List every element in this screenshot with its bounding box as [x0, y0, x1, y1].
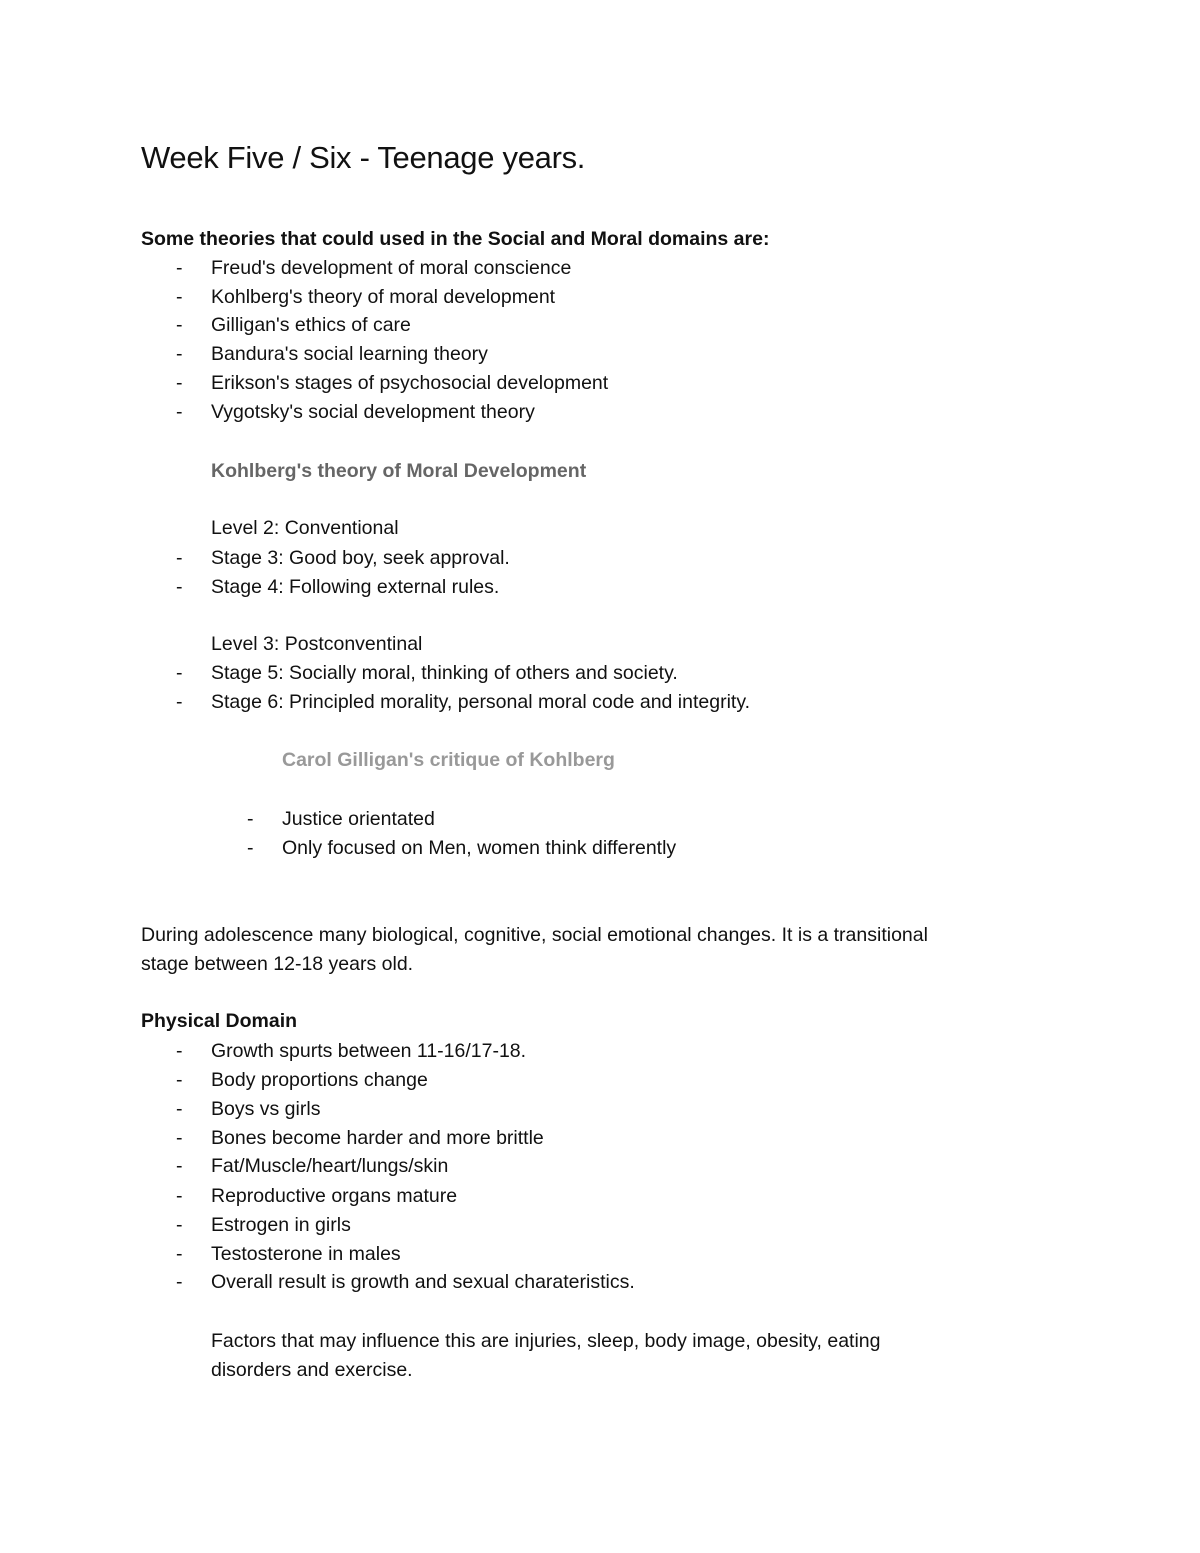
- bullet-dash: -: [247, 837, 254, 859]
- bullet-dash: -: [176, 1127, 183, 1149]
- list-item-text: Stage 6: Principled morality, personal moral code and integrity.: [211, 691, 751, 713]
- list-item-text: Estrogen in girls: [211, 1214, 351, 1236]
- list-item-text: Kohlberg's theory of moral development: [211, 286, 556, 308]
- list-item-text: Stage 5: Socially moral, thinking of others and society.: [211, 662, 678, 684]
- adolescence-paragraph-line-2: stage between 12-18 years old.: [141, 953, 414, 975]
- bullet-dash: -: [176, 372, 183, 394]
- page-title: Week Five / Six - Teenage years.: [141, 140, 586, 175]
- bullet-dash: -: [176, 662, 183, 684]
- gilligan-heading: Carol Gilligan's critique of Kohlberg: [282, 749, 615, 771]
- bullet-dash: -: [176, 1098, 183, 1120]
- theories-heading: Some theories that could used in the Social and Moral domains are:: [141, 228, 770, 250]
- list-item-text: Overall result is growth and sexual charateristics.: [211, 1271, 635, 1293]
- bullet-dash: -: [176, 1069, 183, 1091]
- bullet-dash: -: [176, 1040, 183, 1062]
- list-item-text: Erikson's stages of psychosocial development: [211, 372, 609, 394]
- bullet-dash: -: [176, 691, 183, 713]
- physical-domain-heading: Physical Domain: [141, 1010, 298, 1032]
- bullet-dash: -: [176, 576, 183, 598]
- kohlberg-heading: Kohlberg's theory of Moral Development: [211, 460, 587, 482]
- list-item-text: Only focused on Men, women think differently: [282, 837, 677, 859]
- list-item-text: Stage 3: Good boy, seek approval.: [211, 547, 510, 569]
- list-item-text: Justice orientated: [282, 808, 435, 830]
- bullet-dash: -: [176, 401, 183, 423]
- bullet-dash: -: [176, 547, 183, 569]
- list-item-text: Stage 4: Following external rules.: [211, 576, 500, 598]
- bullet-dash: -: [176, 257, 183, 279]
- list-item-text: Vygotsky's social development theory: [211, 401, 535, 423]
- list-item-text: Gilligan's ethics of care: [211, 314, 411, 336]
- factors-paragraph-line-2: disorders and exercise.: [211, 1359, 413, 1381]
- list-item-text: Bandura's social learning theory: [211, 343, 488, 365]
- bullet-dash: -: [176, 1214, 183, 1236]
- list-item-text: Body proportions change: [211, 1069, 428, 1091]
- list-item-text: Freud's development of moral conscience: [211, 257, 572, 279]
- bullet-dash: -: [176, 1185, 183, 1207]
- bullet-dash: -: [176, 1271, 183, 1293]
- list-item-text: Boys vs girls: [211, 1098, 321, 1120]
- adolescence-paragraph-line-1: During adolescence many biological, cognitive, social emotional changes. It is a transitional: [141, 924, 928, 946]
- list-item-text: Testosterone in males: [211, 1243, 401, 1265]
- level-2-label: Level 2: Conventional: [211, 517, 399, 539]
- list-item-text: Reproductive organs mature: [211, 1185, 458, 1207]
- list-item-text: Bones become harder and more brittle: [211, 1127, 544, 1149]
- bullet-dash: -: [176, 1243, 183, 1265]
- list-item-text: Growth spurts between 11-16/17-18.: [211, 1040, 527, 1062]
- list-item-text: Fat/Muscle/heart/lungs/skin: [211, 1155, 449, 1177]
- level-3-label: Level 3: Postconventinal: [211, 633, 423, 655]
- bullet-dash: -: [176, 1155, 183, 1177]
- bullet-dash: -: [176, 286, 183, 308]
- bullet-dash: -: [247, 808, 254, 830]
- factors-paragraph-line-1: Factors that may influence this are injuries, sleep, body image, obesity, eating: [211, 1330, 881, 1352]
- bullet-dash: -: [176, 314, 183, 336]
- bullet-dash: -: [176, 343, 183, 365]
